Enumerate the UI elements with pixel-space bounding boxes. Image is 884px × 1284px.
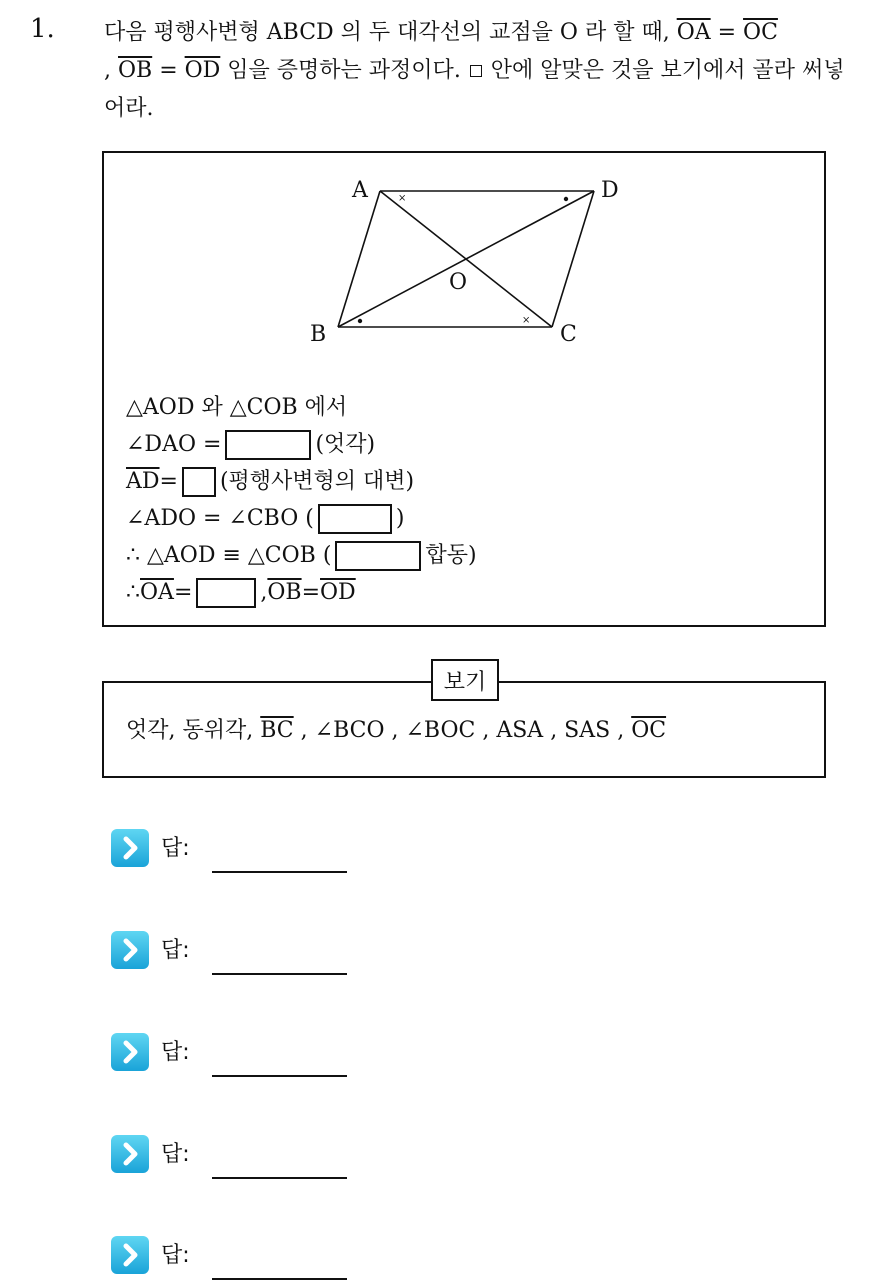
- proof-line-1: [126, 389, 477, 426]
- answer-input-line[interactable]: [212, 1075, 347, 1077]
- vertex-a-label: A: [352, 178, 368, 203]
- answer-label: 답:: [161, 1040, 190, 1065]
- answer-row-3: [111, 1033, 371, 1081]
- segment-ob: $\overline{OB}$: [267, 580, 302, 605]
- proof-steps: [126, 389, 477, 611]
- blank-box-icon: [470, 65, 482, 77]
- question-text-pre: 다음 평행사변형 ABCD 의 두 대각선의 교점을 O 라 할 때,: [104, 20, 677, 45]
- segment-od: $\overline{OD}$: [320, 580, 356, 605]
- problem-frame: [102, 151, 826, 627]
- proof-line-6: [126, 574, 477, 611]
- proof-text: (엇각): [315, 432, 376, 457]
- segment-od: $\overline{OD}$: [184, 58, 221, 83]
- segment-oc: $\overline{OC}$: [743, 20, 778, 45]
- question-number: 1.: [30, 14, 55, 44]
- proof-line-4: [126, 500, 477, 537]
- segment-oa: $\overline{OA}$: [676, 20, 711, 45]
- angle-x-mark: ×: [522, 315, 531, 326]
- equals-sign: =: [301, 580, 321, 605]
- equals-sign: =: [710, 20, 744, 45]
- proof-line-5: [126, 537, 477, 574]
- answer-row-4: [111, 1135, 371, 1183]
- angle-dot-mark: [564, 197, 568, 201]
- equals-sign: =: [173, 580, 193, 605]
- answer-row-5: [111, 1236, 371, 1284]
- proof-text: △AOD 와 △COB 에서: [126, 395, 348, 420]
- proof-text: (평행사변형의 대변): [219, 469, 415, 494]
- answer-input-line[interactable]: [212, 871, 347, 873]
- segment-bc: $\overline{BC}$: [260, 718, 294, 743]
- question-text-post: 안에 알맞은 것을 보기에서 골라 써넣어라.: [104, 58, 845, 121]
- chevron-right-icon: [111, 829, 149, 867]
- segment-ad: $\overline{AD}$: [126, 469, 160, 494]
- answer-label: 답:: [161, 938, 190, 963]
- proof-text: 합동): [425, 543, 477, 568]
- answer-input-line[interactable]: [212, 1278, 347, 1280]
- vertex-c-label: C: [560, 322, 577, 347]
- segment-oc: $\overline{OC}$: [631, 718, 667, 743]
- proof-line-3: [126, 463, 477, 500]
- equals-sign: =: [152, 58, 185, 83]
- proof-text: ): [395, 506, 405, 531]
- choices-text: 엇각, 동위각,: [126, 718, 261, 743]
- answer-row-2: [111, 931, 371, 979]
- proof-text: ∴ △AOD ≡ △COB (: [126, 543, 332, 568]
- chevron-right-icon: [111, 1236, 149, 1274]
- chevron-right-icon: [111, 1135, 149, 1173]
- proof-text: ∠DAO =: [126, 432, 222, 457]
- vertex-b-label: B: [310, 322, 327, 347]
- choices-list: [126, 713, 666, 744]
- proof-line-2: [126, 426, 477, 463]
- side-ab: [338, 191, 380, 327]
- comma: ,: [260, 580, 268, 605]
- answer-input-line[interactable]: [212, 1177, 347, 1179]
- angle-x-mark: ×: [398, 193, 407, 204]
- answer-label: 답:: [161, 1142, 190, 1167]
- choices-title: 보기: [431, 659, 499, 701]
- answer-blank-5[interactable]: [196, 578, 256, 608]
- question-text: [104, 14, 864, 128]
- equals-sign: =: [159, 469, 178, 494]
- segment-ob: $\overline{OB}$: [118, 58, 153, 83]
- angle-dot-mark: [358, 319, 362, 323]
- question-text-mid: 임을 증명하는 과정이다.: [220, 58, 468, 83]
- comma: ,: [104, 58, 118, 83]
- chevron-right-icon: [111, 1033, 149, 1071]
- parallelogram-figure: [104, 153, 828, 353]
- answer-blank-2[interactable]: [182, 467, 216, 497]
- answer-blank-3[interactable]: [318, 504, 392, 534]
- proof-text: ∴: [126, 580, 140, 605]
- proof-text: ∠ADO = ∠CBO (: [126, 506, 314, 531]
- answer-blank-1[interactable]: [225, 430, 311, 460]
- diagonal-bd: [338, 191, 594, 327]
- answer-blank-4[interactable]: [335, 541, 421, 571]
- vertex-d-label: D: [601, 178, 619, 203]
- segment-oa: $\overline{OA}$: [140, 580, 174, 605]
- point-o-label: O: [449, 270, 468, 295]
- answer-row-1: [111, 829, 371, 877]
- answer-label: 답:: [161, 836, 190, 861]
- chevron-right-icon: [111, 931, 149, 969]
- side-dc: [552, 191, 594, 327]
- answer-input-line[interactable]: [212, 973, 347, 975]
- choices-text: , ∠BCO , ∠BOC , ASA , SAS ,: [293, 718, 632, 743]
- answer-label: 답:: [161, 1243, 190, 1268]
